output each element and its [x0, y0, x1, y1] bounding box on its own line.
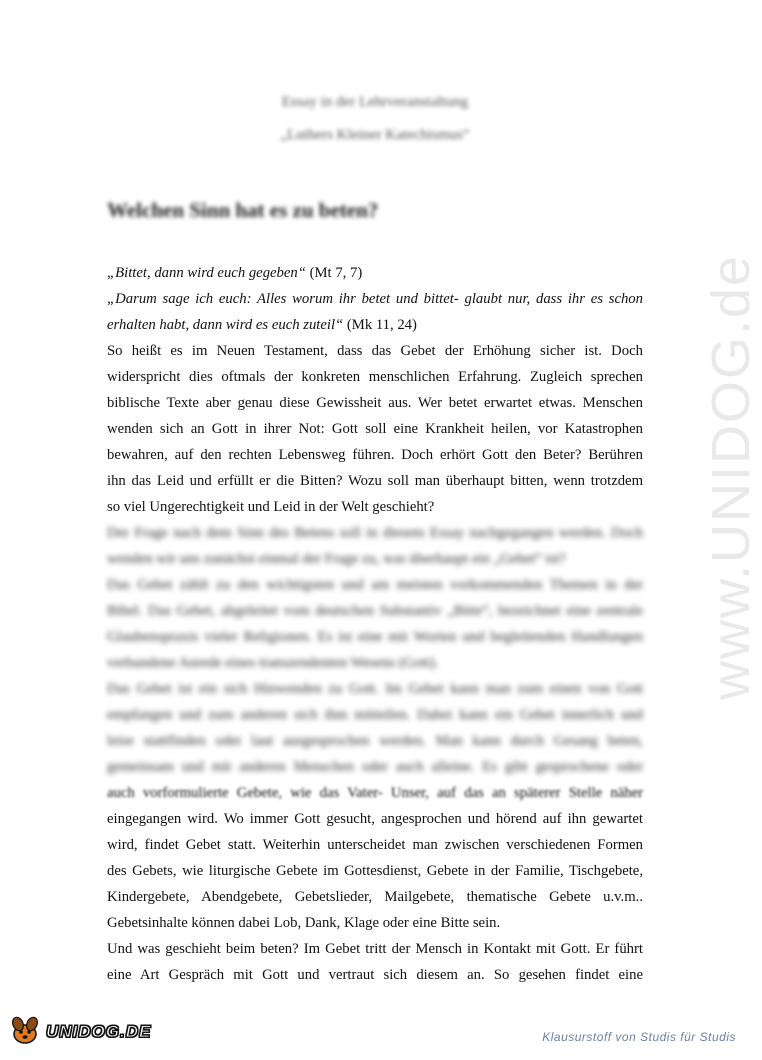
blurred-line: leise stattfinden oder laut ausgesprochen werden. Man kann durch Gesang beten, — [107, 733, 643, 749]
quotes-block — [107, 260, 643, 338]
quote-text: „Bittet, dann wird euch gegeben“ — [107, 265, 306, 281]
paragraph-3 — [107, 780, 643, 988]
blurred-line: wenden wir uns zunächst einmal der Frage zu, was überhaupt ein „Gebet“ ist? — [107, 551, 566, 567]
blurred-line: verbundene Anrede eines transzendenten Wesens (Gott). — [107, 655, 439, 671]
header-course-line: Essay in der Lehrveranstaltung — [281, 94, 469, 110]
paragraph-1 — [107, 338, 643, 520]
text-line: des Gebets, wie liturgische Gebete im Gottesdienst, Gebete in der Familie, Tischgebete, — [107, 863, 643, 879]
text-line: eine Art Gespräch mit Gott und vertraut sich diesem an. So gesehen findet eine — [107, 967, 643, 983]
blurred-line: gemeinsam und mit anderen Menschen oder auch alleine. Es gibt gesprochene oder — [107, 759, 643, 775]
quote-reference: (Mk 11, 24) — [343, 317, 417, 333]
footer-tagline: Klausurstoff von Studis für Studis — [542, 1030, 736, 1044]
blurred-line: Das Gebet ist ein sich Hinwenden zu Gott. Im Gebet kann man zum einen von Gott — [107, 681, 643, 697]
text-line: So heißt es im Neuen Testament, dass das Gebet der Erhöhung sicher ist. Doch — [107, 343, 643, 359]
quote-line — [107, 260, 643, 286]
text-line: Und was geschieht beim beten? Im Gebet tritt der Mensch in Kontakt mit Gott. Er führt — [107, 941, 643, 957]
blurred-line: Glaubenspraxis vieler Religionen. Es ist eine mit Worten und begleitenden Handlungen — [107, 629, 643, 645]
text-line: Gebetsinhalte können dabei Lob, Dank, Klage oder eine Bitte sein. — [107, 915, 501, 931]
logo-wordmark: UNIDOG.DE — [46, 1022, 152, 1041]
partially-blurred-line: auch vorformulierte Gebete, wie das Vater- Unser, auf das an späterer Stelle näher — [107, 785, 643, 801]
text-line: ihn das Leid und erfüllt er die Bitten? Wozu soll man überhaupt bitten, wenn trotzdem — [107, 473, 643, 489]
text-line: bewahren, auf den rechten Lebensweg führen. Doch erhört Gott den Beter? Berühren — [107, 447, 643, 463]
blurred-line: Das Gebet zählt zu den wichtigsten und am meisten vorkommenden Themen in der — [107, 577, 643, 593]
text-line: biblische Texte aber genau diese Gewissheit aus. Wer betet erwartet etwas. Menschen — [107, 395, 643, 411]
quote-line: „Darum sage ich euch: Alles worum ihr betet und bittet- glaubt nur, dass ihr es schon — [107, 291, 643, 307]
essay-title: Welchen Sinn hat es zu beten? — [107, 198, 379, 222]
unidog-logo — [8, 1018, 151, 1046]
dog-mascot-icon — [8, 1015, 42, 1050]
text-line: Kindergebete, Abendgebete, Gebetslieder, Mailgebete, thematische Gebete u.v.m.. — [107, 889, 643, 905]
vertical-watermark: www.UNIDOG.de — [701, 253, 761, 700]
blurred-line: Bibel. Das Gebet, abgeleitet vom deutschen Substantiv „Bitte“, bezeichnet eine zentrale — [107, 603, 643, 619]
blurred-line: empfangen und zum anderen sich ihm mitteilen. Dabei kann ein Gebet innerlich und — [107, 707, 643, 723]
quote-line — [107, 312, 643, 338]
text-line: widerspricht dies oftmals der konkreten menschlichen Erfahrung. Zugleich sprechen — [107, 369, 643, 385]
header-topic-line: „Luthers Kleiner Katechismus“ — [280, 127, 470, 143]
blurred-line: Der Frage nach dem Sinn des Betens soll in diesem Essay nachgegangen werden. Doch — [107, 525, 643, 541]
text-line: eingegangen wird. Wo immer Gott gesucht, angesprochen und hörend auf ihn gewartet — [107, 811, 643, 827]
quote-reference: (Mt 7, 7) — [305, 265, 363, 281]
text-line: wenden sich an Gott in ihrer Not: Gott soll eine Krankheit heilen, vor Katastrophen — [107, 421, 643, 437]
blurred-paragraphs — [107, 520, 643, 780]
quote-text: erhalten habt, dann wird es euch zuteil“ — [107, 317, 344, 333]
text-line: wird, findet Gebet statt. Weiterhin unterscheidet man zwischen verschiedenen Formen — [107, 837, 643, 853]
text-line: so viel Ungerechtigkeit und Leid in der Welt geschieht? — [107, 499, 435, 515]
